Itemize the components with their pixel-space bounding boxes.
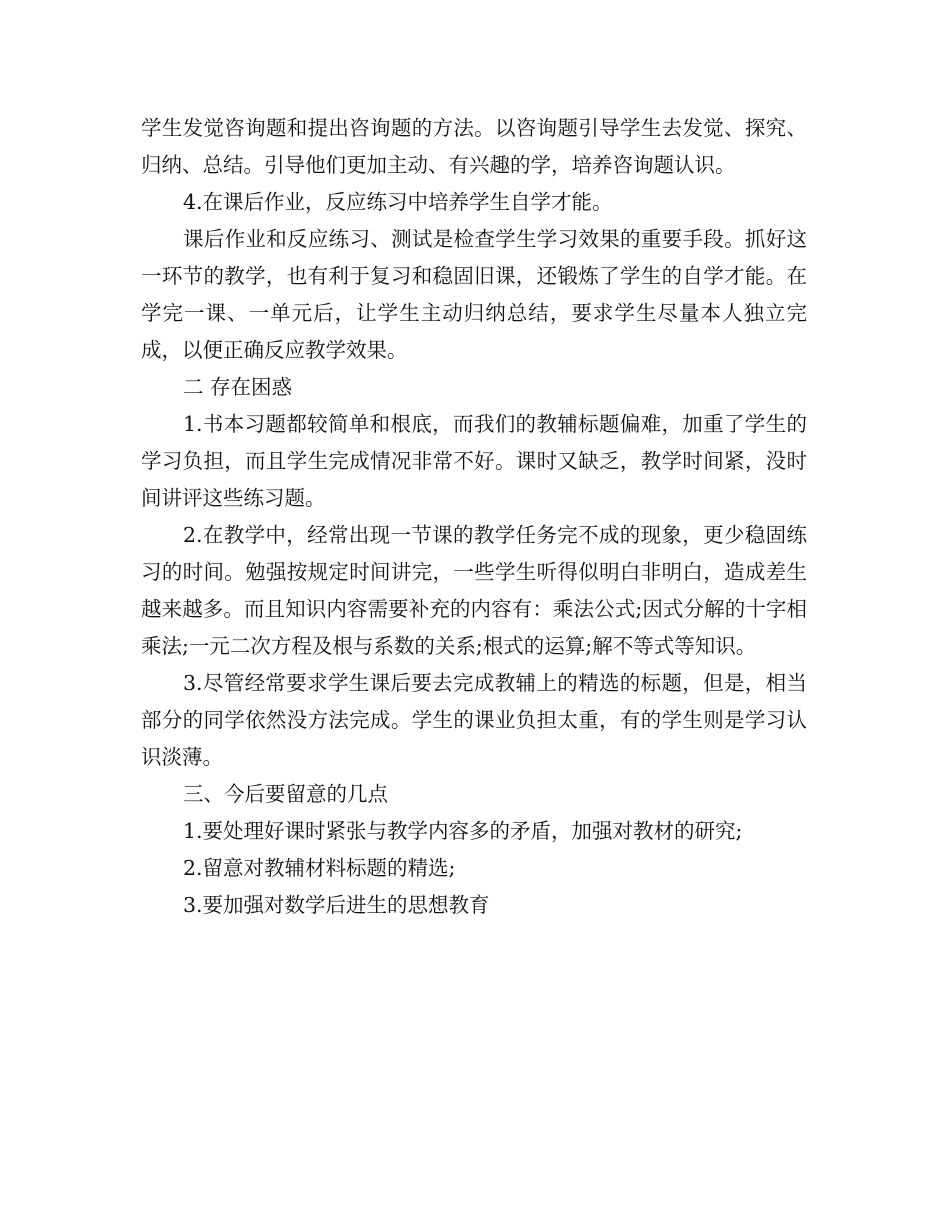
paragraph-future-3: 3.要加强对数学后进生的思想教育: [183, 893, 490, 917]
document-body: [141, 110, 807, 924]
paragraph-confusion-3: 3.尽管经常要求学生课后要去完成教辅上的精选的标题，但是，相当部分的同学依然没方法完成。学生的课业负担太重，有的学生则是学习认识淡薄。: [141, 671, 807, 769]
paragraph-future-1: 1.要处理好课时紧张与教学内容多的矛盾，加强对教材的研究;: [183, 819, 743, 843]
paragraph-future-2: 2.留意对教辅材料标题的精选;: [183, 856, 456, 880]
section-heading-future: 三、今后要留意的几点: [183, 782, 388, 806]
paragraph-point-4-heading: 4.在课后作业，反应练习中培养学生自学才能。: [183, 190, 613, 214]
paragraph-intro-continuation: 学生发觉咨询题和提出咨询题的方法。以咨询题引导学生去发觉、探究、归纳、总结。引导他们更加主动、有兴趣的学，培养咨询题认识。: [141, 116, 807, 177]
paragraph-confusion-1: 1.书本习题都较简单和根底，而我们的教辅标题偏难，加重了学生的学习负担，而且学生完成情况非常不好。课时又缺乏，教学时间紧，没时间讲评这些练习题。: [141, 412, 807, 510]
section-heading-confusion: 二 存在困惑: [183, 375, 293, 399]
paragraph-homework: 课后作业和反应练习、测试是检查学生学习效果的重要手段。抓好这一环节的教学，也有利于复习和稳固旧课，还锻炼了学生的自学才能。在学完一课、一单元后，让学生主动归纳总结，要求学生尽量本人独立完成，以便正确反应教学效果。: [141, 227, 807, 362]
paragraph-confusion-2: 2.在教学中，经常出现一节课的教学任务完不成的现象，更少稳固练习的时间。勉强按规定时间讲完，一些学生听得似明白非明白，造成差生越来越多。而且知识内容需要补充的内容有：乘法公式;因式分解的十字相乘法;一元二次方程及根与系数的关系;根式的运算;解不等式等知识。: [141, 523, 807, 658]
